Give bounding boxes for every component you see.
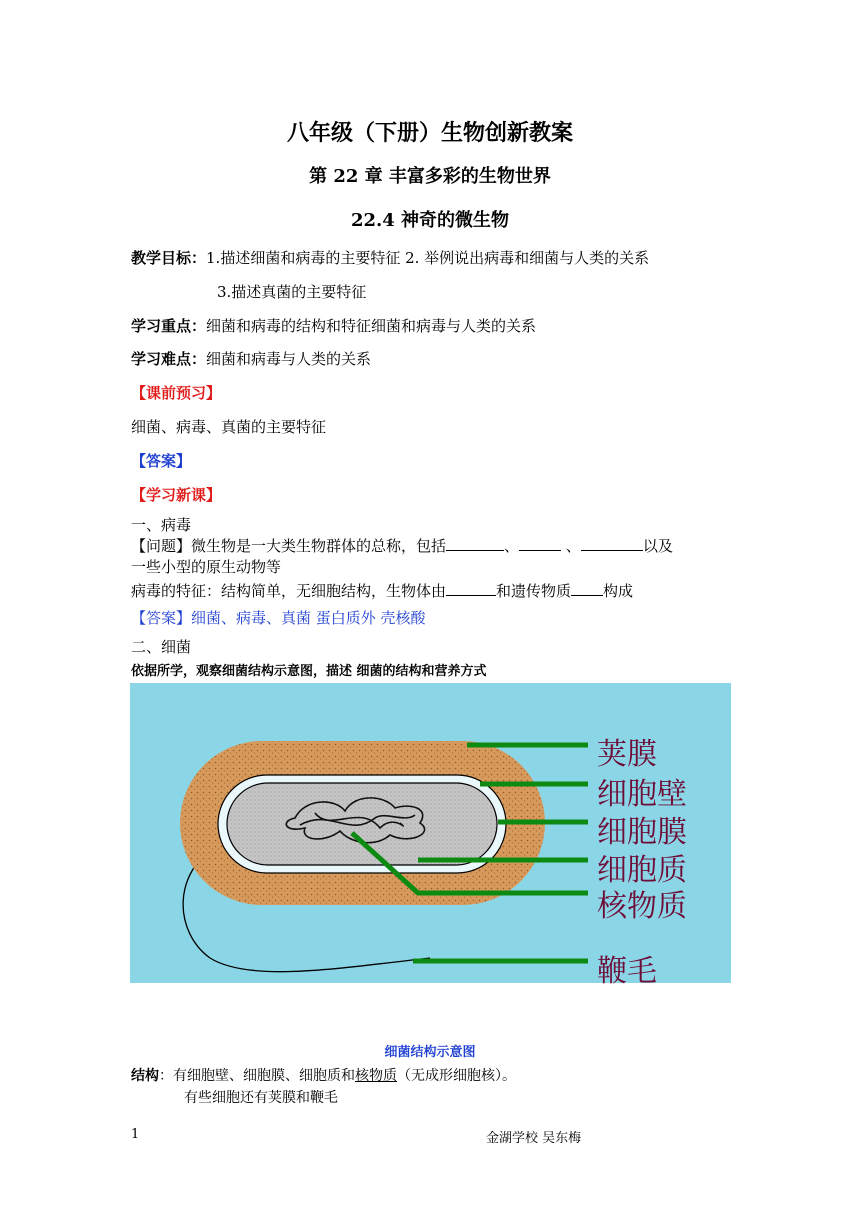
label-cell-membrane: 细胞膜 bbox=[597, 815, 687, 850]
label-nuclear-material: 核物质 bbox=[597, 889, 687, 924]
question-sep2: 、 bbox=[561, 537, 581, 555]
structure-underlined: 核物质 bbox=[355, 1068, 397, 1084]
key-point bbox=[131, 315, 536, 336]
label-flagellum: 鞭毛 bbox=[597, 954, 657, 989]
footer-author: 金湖学校 吴东梅 bbox=[486, 1131, 582, 1146]
bacteria-title: 二、细菌 bbox=[131, 638, 192, 656]
feature-prefix: 病毒的特征：结构简单，无细胞结构，生物体由 bbox=[131, 582, 447, 600]
question-line2: 一些小型的原生动物等 bbox=[131, 558, 282, 576]
blank-4[interactable] bbox=[446, 581, 496, 596]
difficulty-label: 学习难点： bbox=[131, 350, 207, 368]
objectives-line2: 3.描述真菌的主要特征 bbox=[217, 283, 367, 301]
label-cell-wall: 细胞壁 bbox=[597, 777, 687, 812]
structure-label: 结构 bbox=[131, 1068, 159, 1084]
blank-3[interactable] bbox=[581, 536, 643, 551]
structure-colon: ：有细胞壁、细胞膜、细胞质和 bbox=[159, 1068, 355, 1084]
instruction: 依据所学，观察细菌结构示意图，描述 细菌的结构和营养方式 bbox=[131, 664, 487, 679]
new-lesson-heading: 【学习新课】 bbox=[131, 486, 222, 504]
preview-heading: 【课前预习】 bbox=[131, 384, 222, 402]
document-title: 八年级（下册）生物创新教案 bbox=[286, 120, 573, 146]
section-title: 22.4 神奇的微生物 bbox=[350, 210, 510, 231]
bacteria-diagram bbox=[130, 683, 731, 989]
key-point-text: 细菌和病毒的结构和特征细菌和病毒与人类的关系 bbox=[206, 317, 537, 335]
label-capsule: 荚膜 bbox=[597, 737, 657, 772]
difficulty-text: 细菌和病毒与人类的关系 bbox=[206, 350, 372, 368]
virus-title: 一、病毒 bbox=[131, 516, 192, 534]
objectives-label: 教学目标： bbox=[131, 249, 207, 267]
objectives-text: 1.描述细菌和病毒的主要特征 2. 举例说出病毒和细菌与人类的关系 bbox=[206, 249, 650, 267]
preview-text: 细菌、病毒、真菌的主要特征 bbox=[131, 418, 327, 436]
feature-suffix: 构成 bbox=[603, 582, 634, 600]
label-cytoplasm: 细胞质 bbox=[597, 853, 687, 888]
structure-tail: （无成形细胞核）。 bbox=[397, 1068, 516, 1084]
key-point-label: 学习重点： bbox=[131, 317, 207, 335]
blank-2[interactable] bbox=[519, 536, 561, 551]
structure-line2: 有些细胞还有荚膜和鞭毛 bbox=[184, 1090, 338, 1106]
page-number: 1 bbox=[131, 1127, 140, 1142]
question-line bbox=[131, 535, 673, 556]
blank-1[interactable] bbox=[446, 536, 504, 551]
virus-feature bbox=[131, 580, 633, 601]
virus-answer: 【答案】细菌、病毒、真菌 蛋白质外 壳核酸 bbox=[131, 609, 426, 627]
question-suffix: 以及 bbox=[642, 537, 673, 555]
figure-caption: 细菌结构示意图 bbox=[384, 1045, 476, 1060]
structure-line bbox=[131, 1065, 516, 1085]
objectives-line1 bbox=[131, 247, 649, 268]
chapter-title: 第 22 章 丰富多彩的生物世界 bbox=[309, 166, 551, 187]
feature-mid: 和遗传物质 bbox=[496, 582, 572, 600]
difficulty bbox=[131, 348, 371, 369]
question-prefix: 【问题】微生物是一大类生物群体的总称，包括 bbox=[131, 537, 447, 555]
blank-5[interactable] bbox=[571, 581, 603, 596]
question-sep1: 、 bbox=[504, 537, 520, 555]
preview-answer: 【答案】 bbox=[131, 452, 192, 470]
